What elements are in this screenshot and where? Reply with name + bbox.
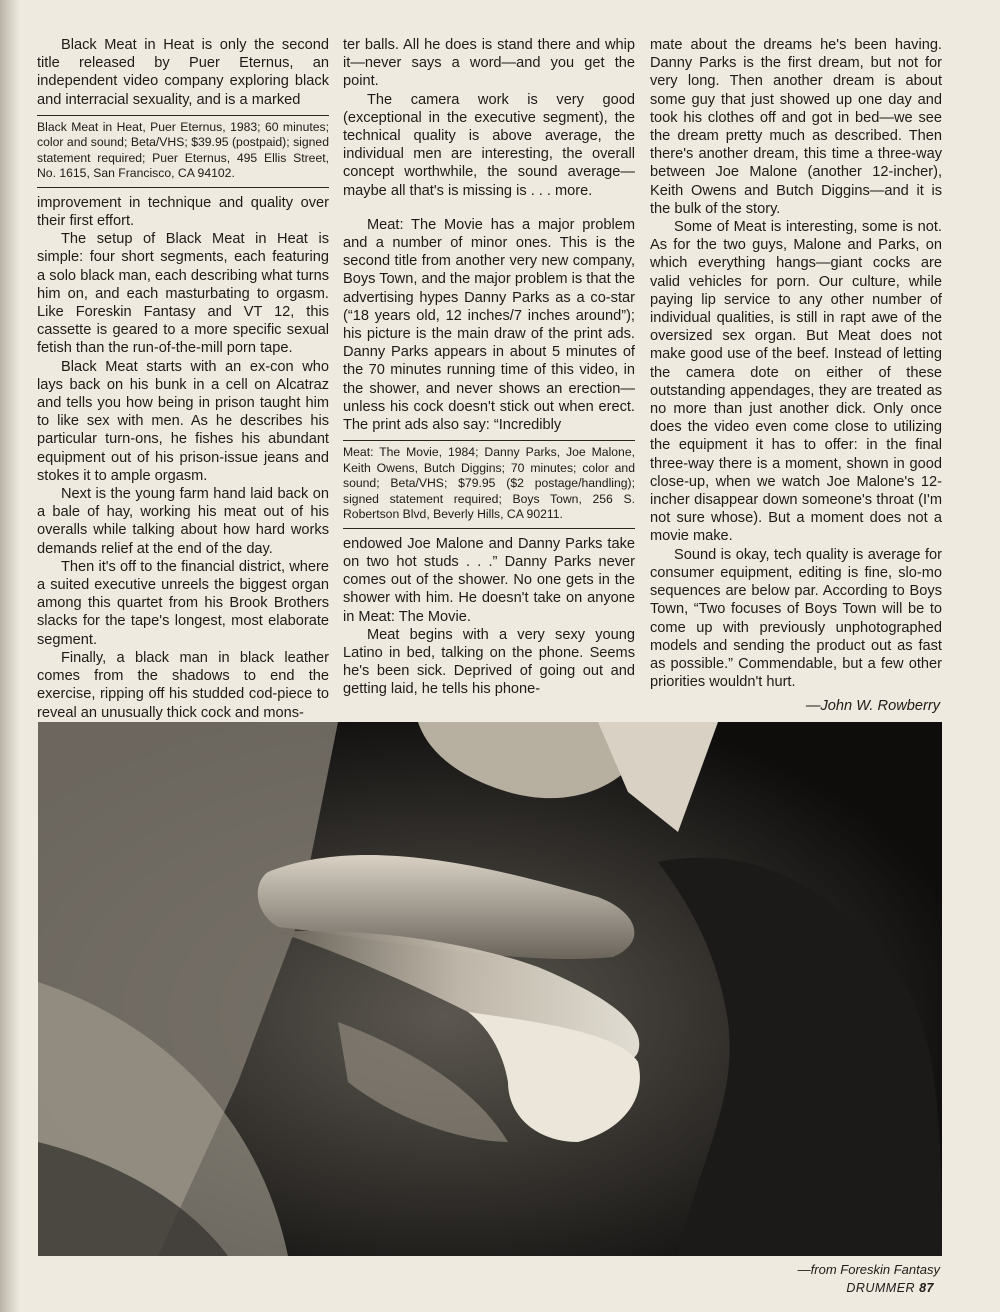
article-column-1 <box>37 36 329 722</box>
paragraph: Meat begins with a very sexy young Latino in bed, talking on the phone. Seems he's been sick. Deprived of going out and getting laid, he tells his phone- <box>343 626 635 698</box>
article-photo <box>38 722 942 1256</box>
page-number: 87 <box>919 1281 934 1295</box>
paragraph: Next is the young farm hand laid back on a bale of hay, working his meat out of his overalls while talking about how hard works demands relief at the end of the day. <box>37 486 329 557</box>
paragraph: Sound is okay, tech quality is average for consumer equipment, editing is fine, slo-mo sequences are below par. According to Boys Town, “Two focuses of Boys Town will be to come up with previously unphotographed models and sending the product out as fast as possible.” Commendable, but a few other priorities wouldn't hurt. <box>650 546 942 691</box>
paragraph: Then it's off to the financial district, where a suited executive unreels the biggest organ among this quartet from his Brook Brothers slacks for the tape's longest, most elaborate segment. <box>37 558 329 648</box>
paragraph: Black Meat in Heat is only the second title released by Puer Eternus, an independent video company exploring black and interracial sexuality, and is a marked <box>37 37 329 108</box>
photo-artwork <box>38 722 942 1256</box>
paragraph: Some of Meat is interesting, some is not. As for the two guys, Malone and Parks, on which everything hangs—giant cocks are valid vehicles for porn. Our culture, while paying lip service to any other number of individual qualities, is still in rapt awe of the oversized sex organ. But Meat does not make good use of the beef. Instead of letting the camera dote on either of these outstanding appendages, they are treated as no more than just another dick. Only once does the video even come close to utilizing the equipment it has to offer: in the final three-way there is a moment, shown in good close-up, when we watch Joe Malone's 12-incher disappear down someone's throat (I'm not sure whose). But a moment does not a movie make. <box>650 219 942 545</box>
paragraph: improvement in technique and quality over their first effort. <box>37 194 329 230</box>
author-byline: —John W. Rowberry <box>805 698 940 715</box>
paragraph: ter balls. All he does is stand there and whip it—never says a word—and you get the point. <box>343 37 635 90</box>
page-folio <box>846 1281 934 1295</box>
film-credits-block: Black Meat in Heat, Puer Eternus, 1983; 60 minutes; color and sound; Beta/VHS; $39.95 (postpaid); signed statement required; Puer Eternus, 495 Ellis Street, No. 1615, San Francisco, CA 94102. <box>37 115 329 188</box>
paragraph: Finally, a black man in black leather comes from the shadows to end the exercise, ripping off his studded cod-piece to reveal an unusually thick cock and mons- <box>37 649 329 721</box>
magazine-name: DRUMMER <box>846 1281 916 1295</box>
binding-shadow <box>0 0 20 1312</box>
paragraph: endowed Joe Malone and Danny Parks take on two hot studs . . .” Danny Parks never comes out of the shower. No one gets in the shower with him. He doesn't take on anyone in Meat: The Movie. <box>343 535 635 625</box>
paragraph: The setup of Black Meat in Heat is simple: four short segments, each featuring a solo black man, each describing what turns him on, and each masturbating to orgasm. Like Foreskin Fantasy and VT 12, this cassette is geared to a more specific sexual fetish than the run-of-the-mill porn tape. <box>37 231 329 357</box>
paragraph: The camera work is very good (exceptional in the executive segment), the technical quality is above average, the individual men are interesting, the overall concept worthwhile, the sound average—maybe all that's is missing is . . . more. <box>343 91 635 199</box>
paragraph: Meat: The Movie has a major problem and a number of minor ones. This is the second title from another very new company, Boys Town, and the major problem is that the advertising hypes Danny Parks as a co-star (“18 years old, 12 inches/7 inches around”); his picture is the main draw of the print ads. Danny Parks appears in about 5 minutes of the 70 minutes running time of this video, in the shower, and never shows an erection—unless his cock doesn't stick out when erect. The print ads also say: “Incredibly <box>343 216 635 434</box>
photo-caption: —from Foreskin Fantasy <box>797 1262 940 1277</box>
article-column-2 <box>343 36 635 699</box>
paragraph: Black Meat starts with an ex-con who lays back on his bunk in a cell on Alcatraz and tells you how being in prison taught him to like sex with men. As he describes his particular turn-ons, he fishes his abundant equipment out of his prison-issue jeans and stokes it to ample orgasm. <box>37 358 329 484</box>
article-column-3 <box>650 36 942 716</box>
film-credits-block: Meat: The Movie, 1984; Danny Parks, Joe Malone, Keith Owens, Butch Diggins; 70 minutes; color and sound; Beta/VHS; $79.95 ($2 postage/handling); signed statement required; Boys Town, 256 S. Robertson Blvd, Beverly Hills, CA 90211. <box>343 440 635 529</box>
paragraph: mate about the dreams he's been having. Danny Parks is the first dream, but not for very long. Then another dream is about some guy that just showed up one day and took his clothes off and got in bed—we see the dream pretty much as described. Then there's another dream, this time a three-way between Joe Malone (another 12-incher), Keith Owens and Butch Diggins—and it is the bulk of the story. <box>650 37 942 217</box>
